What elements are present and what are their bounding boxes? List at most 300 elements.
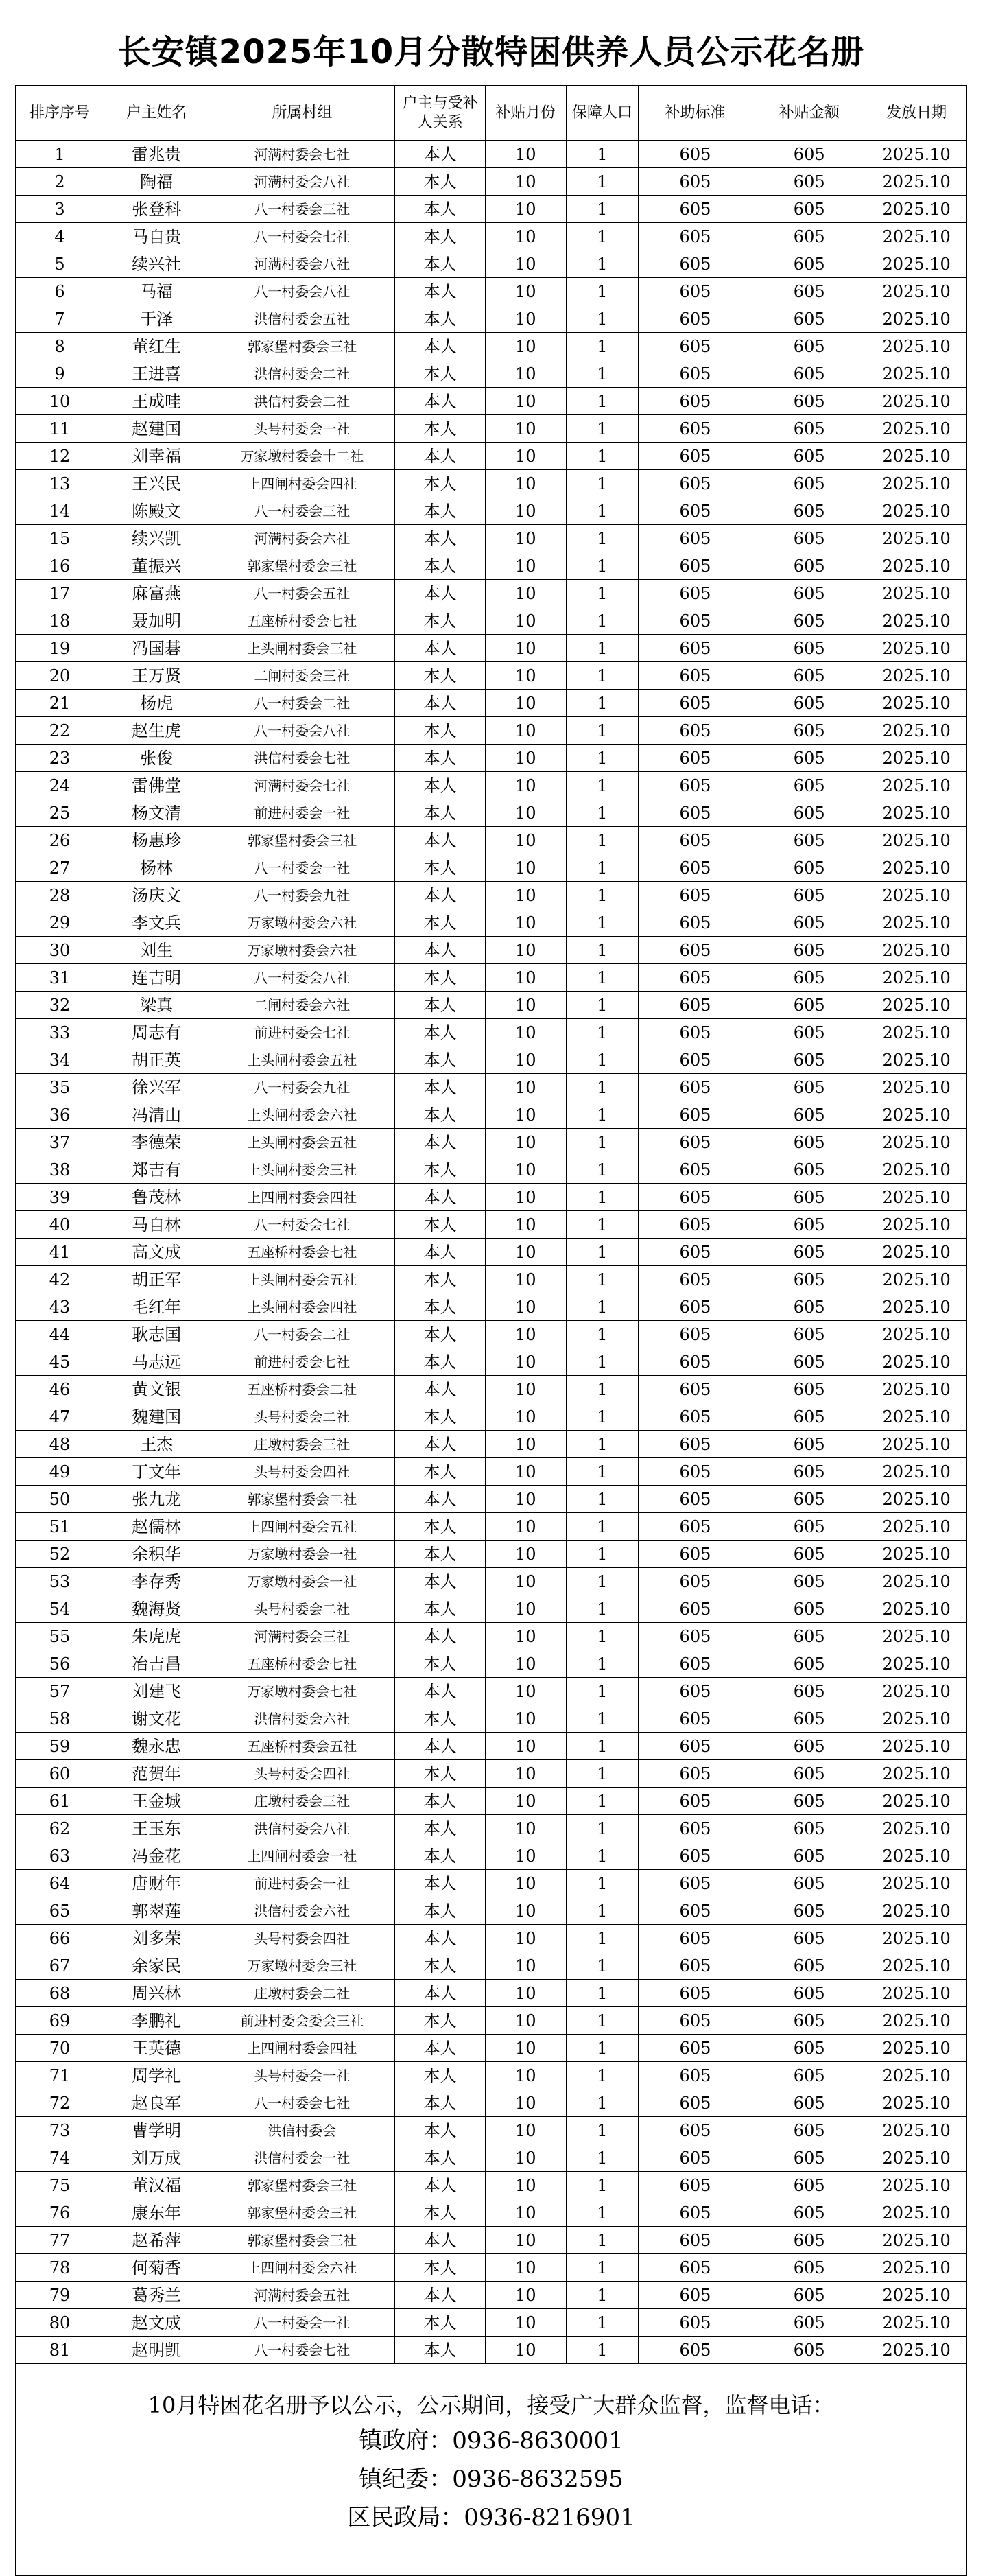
cell-householder-name: 赵希萍: [104, 2227, 209, 2254]
cell-relationship: 本人: [395, 937, 485, 964]
cell-subsidy-standard: 605: [638, 1925, 752, 1952]
cell-relationship: 本人: [395, 1156, 485, 1184]
cell-village-group: 上头闸村委会三社: [209, 1156, 395, 1184]
header-subsidy-month: 补贴月份: [485, 86, 566, 141]
table-row: [16, 827, 967, 854]
cell-village-group: 郭家堡村委会三社: [209, 552, 395, 580]
cell-subsidy-amount: 605: [752, 2282, 866, 2309]
cell-subsidy-amount: 605: [752, 937, 866, 964]
cell-subsidy-standard: 605: [638, 1431, 752, 1458]
cell-village-group: 洪信村委会: [209, 2117, 395, 2144]
cell-village-group: 洪信村委会六社: [209, 1897, 395, 1925]
cell-serial: 72: [16, 2089, 104, 2117]
cell-relationship: 本人: [395, 580, 485, 607]
cell-payment-date: 2025.10: [866, 882, 967, 909]
cell-payment-date: 2025.10: [866, 1129, 967, 1156]
cell-householder-name: 梁真: [104, 992, 209, 1019]
cell-payment-date: 2025.10: [866, 1541, 967, 1568]
cell-village-group: 上头闸村委会五社: [209, 1046, 395, 1074]
cell-serial: 61: [16, 1788, 104, 1815]
cell-householder-name: 杨虎: [104, 690, 209, 717]
cell-subsidy-month: 10: [485, 1129, 566, 1156]
cell-relationship: 本人: [395, 1788, 485, 1815]
cell-relationship: 本人: [395, 607, 485, 635]
table-row: [16, 223, 967, 250]
cell-payment-date: 2025.10: [866, 443, 967, 470]
cell-covered-persons: 1: [566, 662, 638, 690]
cell-serial: 4: [16, 223, 104, 250]
cell-village-group: 五座桥村委会七社: [209, 1650, 395, 1678]
cell-village-group: 八一村委会七社: [209, 2089, 395, 2117]
cell-subsidy-standard: 605: [638, 1870, 752, 1897]
cell-householder-name: 陈殿文: [104, 497, 209, 525]
cell-village-group: 八一村委会九社: [209, 1074, 395, 1101]
cell-subsidy-month: 10: [485, 964, 566, 992]
cell-subsidy-month: 10: [485, 1842, 566, 1870]
table-row: [16, 1568, 967, 1595]
cell-relationship: 本人: [395, 690, 485, 717]
cell-householder-name: 连吉明: [104, 964, 209, 992]
cell-relationship: 本人: [395, 552, 485, 580]
cell-subsidy-month: 10: [485, 1211, 566, 1239]
cell-householder-name: 曹学明: [104, 2117, 209, 2144]
cell-payment-date: 2025.10: [866, 497, 967, 525]
cell-covered-persons: 1: [566, 1019, 638, 1046]
cell-subsidy-month: 10: [485, 1074, 566, 1101]
cell-householder-name: 魏海贤: [104, 1595, 209, 1623]
cell-village-group: 前进村委会委会三社: [209, 2007, 395, 2035]
cell-relationship: 本人: [395, 1376, 485, 1403]
cell-serial: 74: [16, 2144, 104, 2172]
cell-householder-name: 王成哇: [104, 388, 209, 415]
cell-subsidy-standard: 605: [638, 1568, 752, 1595]
cell-serial: 80: [16, 2309, 104, 2337]
cell-householder-name: 马志远: [104, 1348, 209, 1376]
cell-subsidy-month: 10: [485, 415, 566, 443]
cell-village-group: 上头闸村委会五社: [209, 1266, 395, 1293]
cell-payment-date: 2025.10: [866, 1568, 967, 1595]
cell-subsidy-amount: 605: [752, 1568, 866, 1595]
cell-village-group: 河满村委会八社: [209, 168, 395, 196]
table-row: [16, 1733, 967, 1760]
cell-subsidy-month: 10: [485, 1705, 566, 1733]
cell-payment-date: 2025.10: [866, 2089, 967, 2117]
cell-subsidy-month: 10: [485, 1321, 566, 1348]
cell-subsidy-standard: 605: [638, 1541, 752, 1568]
table-row: [16, 1925, 967, 1952]
cell-covered-persons: 1: [566, 964, 638, 992]
cell-householder-name: 马自贵: [104, 223, 209, 250]
cell-subsidy-amount: 605: [752, 2089, 866, 2117]
cell-householder-name: 李存秀: [104, 1568, 209, 1595]
cell-householder-name: 谢文花: [104, 1705, 209, 1733]
cell-subsidy-month: 10: [485, 937, 566, 964]
cell-serial: 29: [16, 909, 104, 937]
cell-householder-name: 杨惠珍: [104, 827, 209, 854]
cell-subsidy-standard: 605: [638, 772, 752, 799]
cell-subsidy-amount: 605: [752, 909, 866, 937]
cell-subsidy-amount: 605: [752, 1156, 866, 1184]
cell-relationship: 本人: [395, 1321, 485, 1348]
cell-subsidy-amount: 605: [752, 1266, 866, 1293]
cell-covered-persons: 1: [566, 1074, 638, 1101]
cell-subsidy-month: 10: [485, 717, 566, 745]
cell-village-group: 万家墩村委会三社: [209, 1952, 395, 1980]
cell-covered-persons: 1: [566, 278, 638, 305]
cell-payment-date: 2025.10: [866, 1046, 967, 1074]
cell-subsidy-amount: 605: [752, 552, 866, 580]
cell-serial: 13: [16, 470, 104, 497]
cell-subsidy-amount: 605: [752, 1897, 866, 1925]
cell-serial: 36: [16, 1101, 104, 1129]
cell-serial: 68: [16, 1980, 104, 2007]
cell-covered-persons: 1: [566, 1156, 638, 1184]
cell-serial: 41: [16, 1239, 104, 1266]
cell-householder-name: 胡正英: [104, 1046, 209, 1074]
cell-payment-date: 2025.10: [866, 2144, 967, 2172]
cell-payment-date: 2025.10: [866, 635, 967, 662]
cell-subsidy-amount: 605: [752, 1074, 866, 1101]
cell-serial: 14: [16, 497, 104, 525]
cell-householder-name: 刘多荣: [104, 1925, 209, 1952]
cell-subsidy-standard: 605: [638, 1815, 752, 1842]
cell-village-group: 八一村委会一社: [209, 854, 395, 882]
cell-subsidy-amount: 605: [752, 2117, 866, 2144]
cell-payment-date: 2025.10: [866, 2035, 967, 2062]
cell-payment-date: 2025.10: [866, 799, 967, 827]
header-covered-persons: 保障人口: [566, 86, 638, 141]
cell-serial: 30: [16, 937, 104, 964]
cell-subsidy-amount: 605: [752, 1293, 866, 1321]
cell-subsidy-month: 10: [485, 1376, 566, 1403]
cell-covered-persons: 1: [566, 333, 638, 360]
cell-householder-name: 葛秀兰: [104, 2282, 209, 2309]
contact-label: 区民政局：: [347, 2504, 464, 2531]
cell-subsidy-amount: 605: [752, 333, 866, 360]
cell-covered-persons: 1: [566, 1980, 638, 2007]
cell-payment-date: 2025.10: [866, 1705, 967, 1733]
cell-subsidy-amount: 605: [752, 1595, 866, 1623]
cell-householder-name: 王金城: [104, 1788, 209, 1815]
table-row: [16, 2337, 967, 2364]
cell-subsidy-month: 10: [485, 1431, 566, 1458]
cell-subsidy-month: 10: [485, 141, 566, 168]
cell-relationship: 本人: [395, 305, 485, 333]
cell-covered-persons: 1: [566, 1595, 638, 1623]
cell-serial: 58: [16, 1705, 104, 1733]
cell-village-group: 头号村委会二社: [209, 1595, 395, 1623]
cell-subsidy-month: 10: [485, 1046, 566, 1074]
cell-subsidy-standard: 605: [638, 745, 752, 772]
cell-subsidy-month: 10: [485, 772, 566, 799]
cell-relationship: 本人: [395, 1513, 485, 1541]
cell-serial: 42: [16, 1266, 104, 1293]
cell-village-group: 五座桥村委会七社: [209, 607, 395, 635]
cell-householder-name: 刘建飞: [104, 1678, 209, 1705]
table-row: [16, 882, 967, 909]
cell-serial: 12: [16, 443, 104, 470]
cell-subsidy-month: 10: [485, 470, 566, 497]
cell-village-group: 头号村委会二社: [209, 1403, 395, 1431]
cell-subsidy-month: 10: [485, 2062, 566, 2089]
cell-householder-name: 徐兴军: [104, 1074, 209, 1101]
cell-householder-name: 冯金花: [104, 1842, 209, 1870]
cell-relationship: 本人: [395, 1568, 485, 1595]
cell-relationship: 本人: [395, 2337, 485, 2364]
table-row: [16, 2199, 967, 2227]
table-row: [16, 1266, 967, 1293]
cell-covered-persons: 1: [566, 305, 638, 333]
table-row: [16, 1870, 967, 1897]
cell-covered-persons: 1: [566, 1623, 638, 1650]
cell-subsidy-month: 10: [485, 1403, 566, 1431]
cell-village-group: 河满村委会八社: [209, 250, 395, 278]
cell-subsidy-amount: 605: [752, 662, 866, 690]
table-row: [16, 552, 967, 580]
cell-subsidy-month: 10: [485, 2144, 566, 2172]
cell-village-group: 上四闸村委会五社: [209, 1513, 395, 1541]
table-row: [16, 1431, 967, 1458]
table-row: [16, 1184, 967, 1211]
cell-payment-date: 2025.10: [866, 2337, 967, 2364]
table-row: [16, 1705, 967, 1733]
table-row: [16, 607, 967, 635]
cell-payment-date: 2025.10: [866, 909, 967, 937]
cell-householder-name: 余积华: [104, 1541, 209, 1568]
cell-subsidy-standard: 605: [638, 223, 752, 250]
cell-covered-persons: 1: [566, 1788, 638, 1815]
cell-payment-date: 2025.10: [866, 1458, 967, 1486]
cell-subsidy-month: 10: [485, 360, 566, 388]
cell-subsidy-amount: 605: [752, 2309, 866, 2337]
cell-payment-date: 2025.10: [866, 2007, 967, 2035]
table-row: [16, 1376, 967, 1403]
cell-covered-persons: 1: [566, 2062, 638, 2089]
contact-label: 镇纪委：: [359, 2466, 453, 2493]
table-row: [16, 2089, 967, 2117]
cell-serial: 23: [16, 745, 104, 772]
cell-serial: 77: [16, 2227, 104, 2254]
cell-village-group: 河满村委会三社: [209, 1623, 395, 1650]
header-relationship: 户主与受补人关系: [395, 86, 485, 141]
cell-payment-date: 2025.10: [866, 937, 967, 964]
cell-relationship: 本人: [395, 1952, 485, 1980]
cell-relationship: 本人: [395, 196, 485, 223]
cell-subsidy-amount: 605: [752, 1870, 866, 1897]
cell-subsidy-amount: 605: [752, 1458, 866, 1486]
cell-covered-persons: 1: [566, 141, 638, 168]
table-row: [16, 1980, 967, 2007]
cell-subsidy-amount: 605: [752, 1815, 866, 1842]
cell-payment-date: 2025.10: [866, 1650, 967, 1678]
cell-relationship: 本人: [395, 223, 485, 250]
cell-covered-persons: 1: [566, 909, 638, 937]
cell-payment-date: 2025.10: [866, 1788, 967, 1815]
cell-serial: 81: [16, 2337, 104, 2364]
cell-village-group: 洪信村委会一社: [209, 2144, 395, 2172]
cell-covered-persons: 1: [566, 2035, 638, 2062]
cell-covered-persons: 1: [566, 415, 638, 443]
cell-payment-date: 2025.10: [866, 1733, 967, 1760]
cell-subsidy-standard: 605: [638, 2172, 752, 2199]
cell-payment-date: 2025.10: [866, 1842, 967, 1870]
cell-relationship: 本人: [395, 1266, 485, 1293]
cell-relationship: 本人: [395, 141, 485, 168]
cell-serial: 5: [16, 250, 104, 278]
cell-serial: 78: [16, 2254, 104, 2282]
table-row: [16, 1513, 967, 1541]
cell-relationship: 本人: [395, 882, 485, 909]
cell-householder-name: 魏建国: [104, 1403, 209, 1431]
cell-subsidy-standard: 605: [638, 662, 752, 690]
cell-relationship: 本人: [395, 1129, 485, 1156]
cell-covered-persons: 1: [566, 1321, 638, 1348]
cell-relationship: 本人: [395, 1705, 485, 1733]
cell-householder-name: 刘幸福: [104, 443, 209, 470]
cell-subsidy-standard: 605: [638, 1650, 752, 1678]
cell-subsidy-month: 10: [485, 1897, 566, 1925]
cell-subsidy-standard: 605: [638, 525, 752, 552]
cell-payment-date: 2025.10: [866, 2282, 967, 2309]
cell-serial: 66: [16, 1925, 104, 1952]
cell-subsidy-standard: 605: [638, 1184, 752, 1211]
cell-subsidy-month: 10: [485, 1184, 566, 1211]
cell-payment-date: 2025.10: [866, 552, 967, 580]
cell-serial: 69: [16, 2007, 104, 2035]
cell-subsidy-standard: 605: [638, 882, 752, 909]
cell-subsidy-month: 10: [485, 1486, 566, 1513]
cell-serial: 7: [16, 305, 104, 333]
cell-subsidy-amount: 605: [752, 1376, 866, 1403]
cell-village-group: 上四闸村委会六社: [209, 2254, 395, 2282]
cell-serial: 38: [16, 1156, 104, 1184]
cell-householder-name: 高文成: [104, 1239, 209, 1266]
cell-payment-date: 2025.10: [866, 1239, 967, 1266]
cell-subsidy-month: 10: [485, 662, 566, 690]
cell-subsidy-amount: 605: [752, 305, 866, 333]
cell-subsidy-amount: 605: [752, 443, 866, 470]
cell-subsidy-amount: 605: [752, 1348, 866, 1376]
table-row: [16, 1403, 967, 1431]
cell-subsidy-amount: 605: [752, 1211, 866, 1239]
cell-covered-persons: 1: [566, 1925, 638, 1952]
cell-relationship: 本人: [395, 525, 485, 552]
cell-subsidy-amount: 605: [752, 1403, 866, 1431]
cell-covered-persons: 1: [566, 2254, 638, 2282]
cell-payment-date: 2025.10: [866, 168, 967, 196]
cell-subsidy-month: 10: [485, 1760, 566, 1788]
cell-village-group: 万家墩村委会一社: [209, 1568, 395, 1595]
cell-relationship: 本人: [395, 992, 485, 1019]
table-row: [16, 2007, 967, 2035]
cell-subsidy-standard: 605: [638, 2199, 752, 2227]
table-row: [16, 2227, 967, 2254]
cell-householder-name: 周兴林: [104, 1980, 209, 2007]
cell-householder-name: 丁文年: [104, 1458, 209, 1486]
cell-subsidy-amount: 605: [752, 1623, 866, 1650]
cell-subsidy-amount: 605: [752, 168, 866, 196]
cell-subsidy-standard: 605: [638, 1623, 752, 1650]
cell-householder-name: 魏永忠: [104, 1733, 209, 1760]
cell-relationship: 本人: [395, 333, 485, 360]
cell-householder-name: 张登科: [104, 196, 209, 223]
cell-serial: 32: [16, 992, 104, 1019]
cell-subsidy-standard: 605: [638, 141, 752, 168]
cell-subsidy-month: 10: [485, 1101, 566, 1129]
cell-subsidy-amount: 605: [752, 635, 866, 662]
cell-serial: 60: [16, 1760, 104, 1788]
cell-subsidy-month: 10: [485, 1293, 566, 1321]
cell-serial: 25: [16, 799, 104, 827]
cell-covered-persons: 1: [566, 1513, 638, 1541]
cell-covered-persons: 1: [566, 799, 638, 827]
cell-serial: 26: [16, 827, 104, 854]
cell-subsidy-month: 10: [485, 1925, 566, 1952]
cell-covered-persons: 1: [566, 882, 638, 909]
cell-subsidy-amount: 605: [752, 141, 866, 168]
cell-village-group: 头号村委会一社: [209, 2062, 395, 2089]
cell-covered-persons: 1: [566, 1733, 638, 1760]
table-row: [16, 1101, 967, 1129]
table-row: [16, 415, 967, 443]
cell-payment-date: 2025.10: [866, 1870, 967, 1897]
cell-village-group: 郭家堡村委会三社: [209, 2199, 395, 2227]
cell-serial: 46: [16, 1376, 104, 1403]
cell-subsidy-standard: 605: [638, 964, 752, 992]
cell-subsidy-month: 10: [485, 2227, 566, 2254]
cell-serial: 35: [16, 1074, 104, 1101]
cell-relationship: 本人: [395, 1925, 485, 1952]
cell-subsidy-month: 10: [485, 2035, 566, 2062]
cell-subsidy-standard: 605: [638, 937, 752, 964]
cell-householder-name: 杨林: [104, 854, 209, 882]
cell-serial: 15: [16, 525, 104, 552]
cell-householder-name: 黄文银: [104, 1376, 209, 1403]
cell-payment-date: 2025.10: [866, 580, 967, 607]
cell-payment-date: 2025.10: [866, 964, 967, 992]
cell-householder-name: 周志有: [104, 1019, 209, 1046]
cell-payment-date: 2025.10: [866, 1815, 967, 1842]
table-header-row: [16, 86, 967, 141]
cell-serial: 22: [16, 717, 104, 745]
cell-subsidy-month: 10: [485, 690, 566, 717]
cell-serial: 8: [16, 333, 104, 360]
cell-relationship: 本人: [395, 278, 485, 305]
cell-serial: 47: [16, 1403, 104, 1431]
cell-subsidy-month: 10: [485, 1623, 566, 1650]
cell-relationship: 本人: [395, 964, 485, 992]
cell-subsidy-standard: 605: [638, 2337, 752, 2364]
table-row: [16, 388, 967, 415]
table-row: [16, 854, 967, 882]
cell-serial: 39: [16, 1184, 104, 1211]
cell-subsidy-month: 10: [485, 1568, 566, 1595]
cell-subsidy-standard: 605: [638, 2035, 752, 2062]
cell-subsidy-amount: 605: [752, 2007, 866, 2035]
cell-subsidy-amount: 605: [752, 388, 866, 415]
cell-subsidy-standard: 605: [638, 1101, 752, 1129]
cell-subsidy-amount: 605: [752, 2227, 866, 2254]
cell-subsidy-amount: 605: [752, 1513, 866, 1541]
cell-village-group: 洪信村委会六社: [209, 1705, 395, 1733]
cell-householder-name: 王杰: [104, 1431, 209, 1458]
cell-subsidy-amount: 605: [752, 1925, 866, 1952]
cell-payment-date: 2025.10: [866, 1486, 967, 1513]
cell-subsidy-standard: 605: [638, 1760, 752, 1788]
cell-subsidy-standard: 605: [638, 443, 752, 470]
table-row: [16, 690, 967, 717]
table-row: [16, 497, 967, 525]
